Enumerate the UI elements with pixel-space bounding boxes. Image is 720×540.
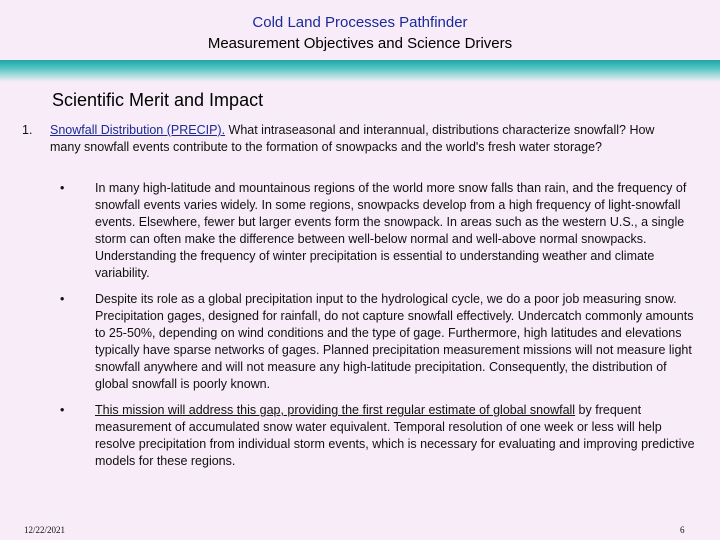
bullet-item-2 [58,291,698,393]
bullet-text: In many high-latitude and mountainous regions of the world more snow falls than rain, and the frequency of snowfall events varies widely. In some regions, snowpacks develop from a high frequency of light-snowfall events. Elsewhere, fewer but larger events form the snowpack. In areas such as the western U.S., a single storm can often make the difference between well-below normal and well-above normal snowpacks. Understanding the frequency of winter precipitation is essential to understanding weather and climate variability. [95,181,687,280]
header-title-line2: Measurement Objectives and Science Drivers [207,35,513,52]
bullet-item-1 [58,180,698,282]
item-text [50,122,682,156]
header-title-line1: Cold Land Processes Pathfinder [252,14,468,31]
section-title: Scientific Merit and Impact [52,90,264,110]
bullet-dot-icon: • [60,181,65,195]
header-divider-band [0,60,720,82]
item-question: What intraseasonal and interannual, distributions characterize snowfall? How many snowfall events contribute to the formation of snowpacks and the world's fresh water storage? [50,123,655,154]
numbered-item-1 [22,122,682,156]
slide-header [0,12,720,54]
bullet-text: Despite its role as a global precipitation input to the hydrological cycle, we do a poor job measuring snow. Precipitation gages, designed for rainfall, do not capture snowfall effectively. Undercatch commonly amounts to 25-50%, depending on wind conditions and the type of gage. Furthermore, high latitudes and elevations typically have sparse networks of gages. Planned precipitation measurement missions will not measure light snowfall anywhere and will not measure any high-latitude precipitation. Consequently, the distribution of global snowfall is poorly known. [95,292,694,391]
bullet-dot-icon: • [60,403,65,417]
item-number: 1. [22,123,33,137]
page-number: 6 [680,525,685,535]
footer-date: 12/22/2021 [24,525,66,535]
bullet-text-underlined: This mission will address this gap, providing the first regular estimate of global snowfall [95,403,576,417]
bullet-dot-icon: • [60,292,65,306]
bullet-list [58,180,698,479]
bullet-text: by frequent measurement of accumulated snow water equivalent. Temporal resolution of one week or less will help resolve precipitation from individual storm events, which is necessary for evaluating and improving predictive models for these regions. [95,403,695,468]
bullet-item-3 [58,402,698,470]
item-lead-link: Snowfall Distribution (PRECIP). [50,123,226,137]
